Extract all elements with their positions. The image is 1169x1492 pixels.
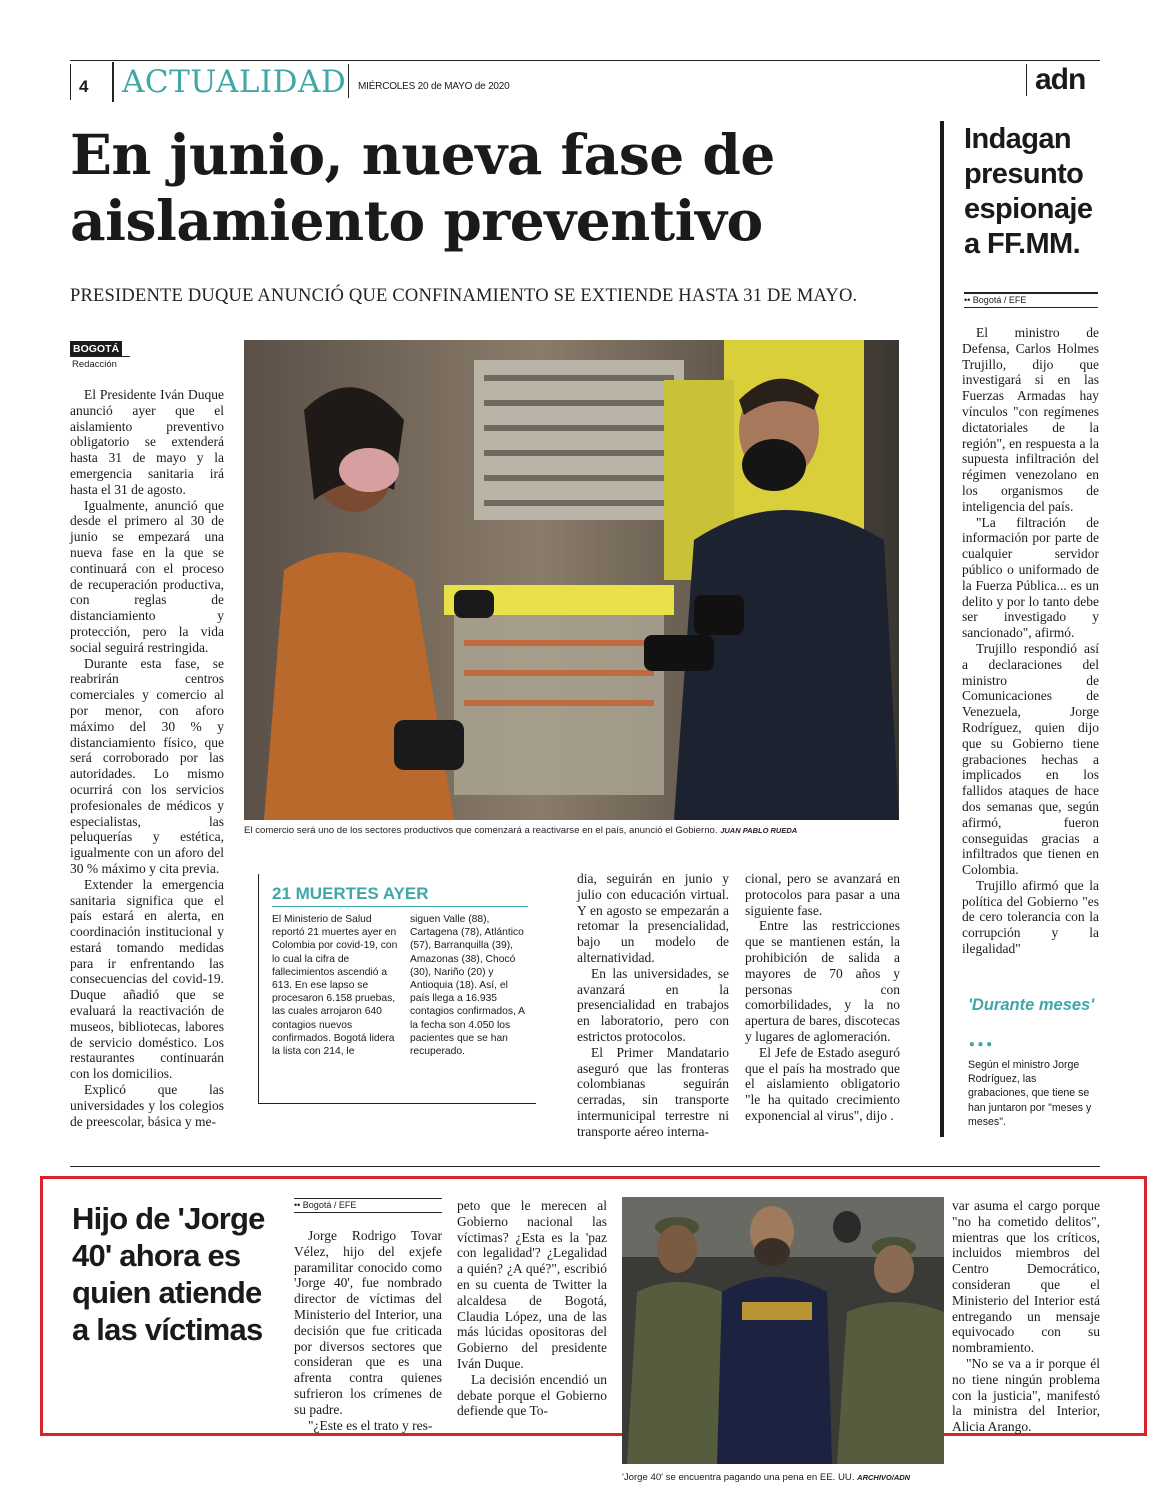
- bottom-rule: [70, 1166, 1100, 1167]
- issue-date: MIÉRCOLES 20 de MAYO de 2020: [358, 81, 510, 92]
- main-headline: En junio, nueva fase de aislamiento preventivo: [70, 122, 775, 253]
- paragraph: La decisión encendió un debate porque el Gobierno defiende que To-: [457, 1371, 607, 1419]
- main-column-1: [70, 387, 224, 1129]
- sidebar-headline: Indagan presunto espionaje a FF.MM.: [964, 123, 1093, 260]
- paragraph: cional, pero se avanzará en protocolos para pasar a una siguiente fase.: [745, 871, 900, 918]
- info-box-column-1: El Ministerio de Salud reportó 21 muertes ayer en Colombia por covid-19, con lo cual la cifra de fallecimientos ascendió a 613. En ese lapso se procesaron 6.158 pruebas, las cuales arrojaron 640 contagios nuevos confirmados. Bogotá lidera la lista con 214, le: [272, 914, 398, 1058]
- paragraph: Explicó que las universidades y los colegios de preescolar, básica y me-: [70, 1082, 224, 1129]
- paragraph: Trujillo respondió así a declaraciones del ministro de Comunicaciones de Venezuela, Jorge Rodríguez, quien dijo que su Gobierno tiene grabaciones hechas a implicados en los fallidos ataques de hace dos semanas que, según afirmó, fueron conseguidas gracias a infiltrados que tienen en Colombia.: [962, 640, 1099, 878]
- sidebar-source: •• Bogotá / EFE: [964, 295, 1027, 305]
- caption-text: El comercio será uno de los sectores productivos que comenzará a reactivarse en el país, anunció el Gobierno.: [244, 825, 718, 836]
- paragraph: El ministro de Defensa, Carlos Holmes Trujillo, dijo que investigará si en las Fuerzas Armadas hay vínculos "con regímenes dictatoriales de la región", en respuesta a la supuesta infiltración del régimen venezolano en los organismos de inteligencia del país.: [962, 325, 1099, 514]
- tag-rule: [70, 356, 130, 357]
- paragraph: var asuma el cargo porque "no ha cometido delitos", mientras que los críticos, incluidos miembros del Centro Democrático, consideran que el Ministerio del Interior está entregando un mensaje equivocado con su nombramiento.: [952, 1198, 1100, 1356]
- paragraph: Igualmente, anunció que desde el primero al 30 de junio se empezará una nueva fase en la que se continuará con el proceso de recuperación productiva, con reglas de distanciamiento y protección, pero la vida social seguirá restringida.: [70, 497, 224, 655]
- pull-quote-title: 'Durante meses': [968, 996, 1095, 1014]
- info-box-rule: [272, 906, 528, 907]
- pull-quote-dots: •••: [968, 1038, 995, 1052]
- page-number: 4: [70, 64, 110, 100]
- caption-text: 'Jorge 40' se encuentra pagando una pena en EE. UU.: [622, 1472, 855, 1483]
- info-box-title: 21 MUERTES AYER: [272, 884, 429, 903]
- sidebar-body: [962, 325, 1099, 957]
- bottom-source-rule: [294, 1198, 442, 1199]
- byline: Redacción: [72, 359, 117, 370]
- paragraph: Entre las restricciones que se mantienen están, la prohibición de salida a mayores de 70 años y personas con comorbilidades, y la no apertura de bares, discotecas y lugares de aglomeración.: [745, 918, 900, 1044]
- paragraph: El Presidente Iván Duque anunció ayer que el aislamiento preventivo obligatorio se extenderá hasta 31 de mayo y la emergencia sanitaria irá hasta el 31 de agosto.: [70, 387, 224, 497]
- bottom-source: •• Bogotá / EFE: [294, 1200, 357, 1210]
- photo-credit: ARCHIVO/ADN: [857, 1473, 911, 1482]
- paragraph: Extender la emergencia sanitaria significa que el país estará en alerta, en coordinación institucional y estará tomando medidas para ir enfrentando las consecuencias del covid-19. Duque añadió que se evaluará la reactivación de museos, bibliotecas, labores de servicio doméstico. Los restaurantes continuarán con los domicilios.: [70, 876, 224, 1082]
- main-photo: [244, 340, 899, 820]
- sidebar-source-rule: [964, 307, 1098, 308]
- paragraph: Trujillo afirmó que la política del Gobierno "es de cero tolerancia con la corrupción y la ilegalidad": [962, 877, 1099, 957]
- photo-credit: JUAN PABLO RUEDA: [720, 826, 798, 835]
- bottom-headline: Hijo de 'Jorge 40' ahora es quien atiende a las víctimas: [72, 1201, 265, 1347]
- main-photo-caption: [244, 825, 899, 836]
- bottom-photo-caption: [622, 1472, 910, 1483]
- bottom-column-1: [294, 1228, 442, 1433]
- paragraph: El Primer Mandatario aseguró que las fronteras colombianas seguirán cerradas, sin transporte intermunicipal terrestre ni transporte aéreo interna-: [577, 1044, 729, 1139]
- paragraph: Jorge Rodrigo Tovar Vélez, hijo del exjefe paramilitar conocido como 'Jorge 40', fue nombrado director de víctimas del Ministerio del Interior, una decisión que fue criticada por diversos sectores que consideran que es una afrenta contra quienes sufrieron los crímenes de su padre.: [294, 1228, 442, 1417]
- sidebar-source-rule: [964, 292, 1098, 294]
- sidebar-rule: [940, 121, 944, 1137]
- main-column-4: [745, 871, 900, 1124]
- paragraph: dia, seguirán en junio y julio con educación virtual. Y en agosto se empezarán a retomar la presencialidad, bajo un modelo de alternatividad.: [577, 871, 729, 965]
- bottom-source-rule: [294, 1212, 442, 1213]
- main-subhead: PRESIDENTE DUQUE ANUNCIÓ QUE CONFINAMIENTO SE EXTIENDE HASTA 31 DE MAYO.: [70, 286, 858, 306]
- section-title: ACTUALIDAD: [112, 62, 346, 102]
- pull-quote-text: Según el ministro Jorge Rodríguez, las grabaciones, que tiene se han juntaron por "meses y meses".: [968, 1059, 1092, 1128]
- paragraph: "La filtración de información por parte de cualquier servidor público o uniformado de la Fuerza Pública... es un delito y por lo tanto debe ser investigado y sancionado", afirmó.: [962, 514, 1099, 641]
- bottom-photo: [622, 1197, 944, 1464]
- paragraph: El Jefe de Estado aseguró que el país ha mostrado que el aislamiento obligatorio "le ha quitado crecimiento exponencial al virus", dijo .: [745, 1044, 900, 1123]
- adn-logo: adn: [1026, 64, 1100, 96]
- location-tag: BOGOTÁ: [70, 341, 122, 357]
- header-rule: [70, 60, 1100, 61]
- paragraph: "¿Este es el trato y res-: [308, 1417, 433, 1433]
- bottom-column-2: [457, 1198, 607, 1419]
- bottom-photo-illustration: [622, 1197, 944, 1464]
- header-separator: [348, 64, 349, 98]
- paragraph: "No se va a ir porque él no tiene ningún problema con la justicia", manifestó la ministra del Interior, Alicia Arango.: [952, 1355, 1100, 1435]
- paragraph: peto que le merecen al Gobierno nacional las víctimas? ¿Esta es la 'paz con legalidad'? ¿Legalidad a quién? ¿A qué?", escribió en su cuenta de Twitter la alcaldesa de Bogotá, Claudia López, una de las más lúcidas opositoras del Gobierno del presidente Iván Duque.: [457, 1198, 607, 1371]
- main-photo-illustration: [244, 340, 899, 820]
- paragraph: En las universidades, se avanzará en la presencialidad en trabajos en laboratorio, pero con estrictos protocolos.: [577, 965, 729, 1044]
- paragraph: Durante esta fase, se reabrirán centros comerciales y comercio al por menor, con aforo máximo del 30 % y distanciamiento físico, que será corroborado por las autoridades. Lo mismo ocurrirá con los servicios profesionales de médicos y especialistas, las peluquerías y estética, igualmente con un aforo del 30 % máximo y cita previa.: [70, 655, 224, 876]
- main-column-3: [577, 871, 729, 1140]
- bottom-column-3: [952, 1198, 1100, 1435]
- info-box-column-2: siguen Valle (88), Cartagena (78), Atlántico (57), Barranquilla (39), Amazonas (38), Chocó (30), Nariño (20) y Antioquia (18). Así, el país llega a 16.935 contagios confirmados, A la fecha son 4.050 los pacientes que se han recuperado.: [410, 914, 525, 1058]
